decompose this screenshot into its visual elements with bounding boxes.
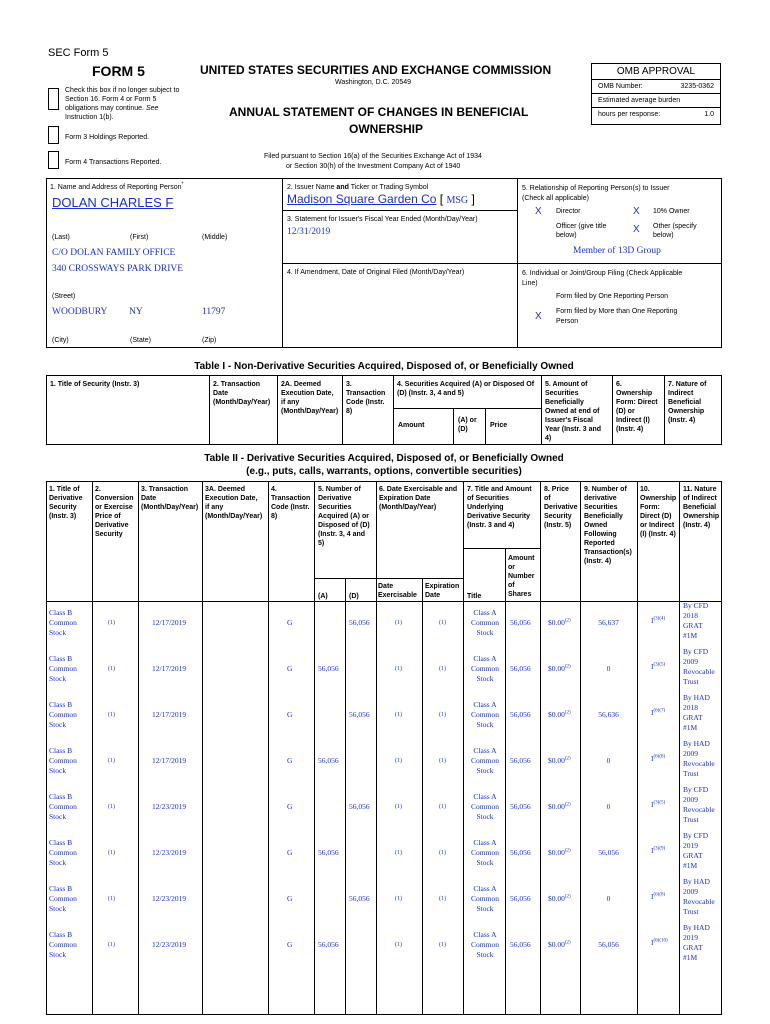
- table2-title: Table II - Derivative Securities Acquired, Disposed of, or Beneficially Owned (e.g., puts, calls, warrants, options, convertible securities): [204, 453, 564, 477]
- row-expiration: (1): [439, 942, 446, 948]
- row-date: 12/23/2019: [152, 894, 187, 903]
- filed-pursuant-2: or Section 30(h) of the Investment Company Act of 1940: [286, 163, 461, 170]
- row-exercisable: (1): [395, 896, 402, 902]
- ten-percent-label: 10% Owner: [653, 208, 690, 215]
- row-nature: By CFD 2009 Revocable Trust: [683, 647, 715, 686]
- t2-col-date: 3. Transaction Date (Month/Day/Year): [141, 486, 199, 511]
- t2-col-deemed: 3A. Deemed Execution Date, if any (Month/Day/Year): [205, 486, 263, 520]
- t1-col-securities: 4. Securities Acquired (A) or Disposed Of (D) (Instr. 3, 4 and 5): [397, 381, 535, 397]
- row-title: Class B Common Stock: [49, 700, 77, 729]
- row-exercisable: (1): [395, 804, 402, 810]
- row-acquired: 56,056: [318, 848, 339, 857]
- one-reporting-person: Form filed by One Reporting Person: [556, 293, 669, 300]
- filed-pursuant: Filed pursuant to Section 16(a) of the Securities Exchange Act of 1934: [264, 153, 482, 160]
- form4-transactions-checkbox[interactable]: [48, 151, 59, 169]
- t1-col-amount: Amount: [398, 422, 425, 429]
- row-owned: 0: [606, 802, 611, 811]
- row-exercisable: (1): [395, 850, 402, 856]
- t1-col-aord: (A) or (D): [458, 417, 477, 433]
- t2-sub-date-ex: Date Exercisable: [378, 583, 417, 599]
- t1-col-date: 2. Transaction Date (Month/Day/Year): [213, 381, 271, 406]
- row-nature: By CFD 2019 GRAT #1M: [683, 831, 709, 870]
- row-owned: 56,056: [598, 940, 619, 949]
- row-nature: By CFD 2009 Revocable Trust: [683, 785, 715, 824]
- row-title: Class B Common Stock: [49, 792, 77, 821]
- row-ownership-form: $I^{(6)(8)}$: [651, 754, 666, 763]
- row-conversion: (1): [108, 850, 115, 856]
- row-underlying-title: Class A Common Stock: [471, 746, 499, 775]
- ten-percent-mark[interactable]: X: [633, 206, 640, 217]
- row-underlying-amount: 56,056: [510, 802, 531, 811]
- state-value: NY: [129, 307, 143, 317]
- row-nature: By HAD 2009 Revocable Trust: [683, 877, 715, 916]
- row-price: $0.00$^{(2)}$: [548, 894, 571, 903]
- middle-label: (Middle): [202, 234, 228, 241]
- t2-col-number: 5. Number of Derivative Securities Acquired (A) or Disposed of (D) (Instr. 3, 4 and 5): [318, 486, 370, 547]
- row-price: $0.00$^{(2)}$: [548, 710, 571, 719]
- row-date: 12/17/2019: [152, 756, 187, 765]
- t1-col-title: 1. Title of Security (Instr. 3): [50, 381, 140, 388]
- form4-transactions-text: Form 4 Transactions Reported.: [65, 159, 162, 166]
- t2-sub-d: (D): [349, 593, 359, 600]
- omb-number-row: OMB Number: 3235-0362: [592, 80, 720, 94]
- form-title: FORM 5: [92, 63, 145, 79]
- row-title: Class B Common Stock: [49, 746, 77, 775]
- row-code: G: [287, 618, 293, 627]
- row-acquired: 56,056: [318, 940, 339, 949]
- t2-sub-exp: Expiration Date: [425, 583, 460, 599]
- row-owned: 56,636: [598, 710, 619, 719]
- row-title: Class B Common Stock: [49, 838, 77, 867]
- t2-sub-amount: Amount or Number of Shares: [508, 555, 535, 598]
- t1-col-code: 3. Transaction Code (Instr. 8): [346, 381, 386, 415]
- row-nature: By HAD 2009 Revocable Trust: [683, 739, 715, 778]
- row-ownership-form: $I^{(3)(4)}$: [651, 616, 666, 625]
- row-disposed: 56,056: [349, 618, 370, 627]
- t2-col-underlying: 7. Title and Amount of Securities Underlying Derivative Security (Instr. 3 and 4): [467, 486, 532, 529]
- row-code: G: [287, 894, 293, 903]
- row-price: $0.00$^{(2)}$: [548, 940, 571, 949]
- row-code: G: [287, 848, 293, 857]
- box4-label: 4. If Amendment, Date of Original Filed (Month/Day/Year): [287, 269, 465, 276]
- row-conversion: (1): [108, 712, 115, 718]
- row-conversion: (1): [108, 620, 115, 626]
- row-title: Class B Common Stock: [49, 884, 77, 913]
- t2-col-conversion: 2. Conversion or Exercise Price of Derivative Security: [95, 486, 134, 538]
- row-date: 12/23/2019: [152, 802, 187, 811]
- row-exercisable: (1): [395, 620, 402, 626]
- row-ownership-form: $I^{(6)(10)}$: [651, 938, 668, 947]
- director-mark[interactable]: X: [535, 206, 542, 217]
- row-underlying-title: Class A Common Stock: [471, 930, 499, 959]
- top-label: SEC Form 5: [48, 47, 109, 59]
- row-underlying-title: Class A Common Stock: [471, 884, 499, 913]
- officer-label: Officer (give title below): [556, 223, 607, 239]
- row-conversion: (1): [108, 804, 115, 810]
- other-mark[interactable]: X: [633, 224, 640, 235]
- t2-col-code: 4. Transaction Code (Instr. 8): [271, 486, 311, 520]
- address-line-1: C/O DOLAN FAMILY OFFICE: [52, 248, 176, 258]
- statement-title: ANNUAL STATEMENT OF CHANGES IN BENEFICIAL: [229, 105, 529, 119]
- ticker-symbol: MSG: [446, 195, 469, 206]
- fiscal-year-end: 12/31/2019: [287, 227, 331, 237]
- row-date: 12/23/2019: [152, 848, 187, 857]
- other-label: Other (specify below): [653, 223, 697, 239]
- director-label: Director: [556, 208, 581, 215]
- row-expiration: (1): [439, 712, 446, 718]
- box3-label: 3. Statement for Issuer's Fiscal Year Ended (Month/Day/Year): [287, 216, 478, 223]
- row-underlying-amount: 56,056: [510, 848, 531, 857]
- row-nature: By CFD 2018 GRAT #1M: [683, 601, 709, 640]
- box1-label: 1. Name and Address of Reporting Person*: [50, 181, 184, 191]
- row-expiration: (1): [439, 804, 446, 810]
- t2-sub-title: Title: [467, 593, 482, 600]
- row-underlying-amount: 56,056: [510, 894, 531, 903]
- row-exercisable: (1): [395, 712, 402, 718]
- row-expiration: (1): [439, 666, 446, 672]
- row-exercisable: (1): [395, 942, 402, 948]
- row-date: 12/17/2019: [152, 618, 187, 627]
- row-acquired: 56,056: [318, 664, 339, 673]
- row-underlying-amount: 56,056: [510, 618, 531, 627]
- agency-city: Washington, D.C. 20549: [335, 79, 412, 86]
- form3-holdings-checkbox[interactable]: [48, 126, 59, 144]
- row-price: $0.00$^{(2)}$: [548, 664, 571, 673]
- row-conversion: (1): [108, 758, 115, 764]
- more-than-one-mark[interactable]: X: [535, 311, 542, 322]
- row-date: 12/23/2019: [152, 940, 187, 949]
- row-disposed: 56,056: [349, 710, 370, 719]
- row-expiration: (1): [439, 850, 446, 856]
- issuer-name[interactable]: Madison Square Garden Co [ MSG ]: [287, 192, 475, 206]
- last-label: (Last): [52, 234, 70, 241]
- row-acquired: 56,056: [318, 756, 339, 765]
- other-title: Member of 13D Group: [573, 246, 661, 256]
- row-underlying-amount: 56,056: [510, 710, 531, 719]
- row-price: $0.00$^{(2)}$: [548, 848, 571, 857]
- row-underlying-amount: 56,056: [510, 664, 531, 673]
- row-exercisable: (1): [395, 758, 402, 764]
- t2-col-price: 8. Price of Derivative Security (Instr. 5): [544, 486, 578, 529]
- statement-title-2: OWNERSHIP: [349, 122, 424, 136]
- row-price: $0.00$^{(2)}$: [548, 802, 571, 811]
- row-date: 12/17/2019: [152, 710, 187, 719]
- t2-col-title: 1. Title of Derivative Security (Instr. 3): [49, 486, 83, 520]
- row-ownership-form: $I^{(3)(9)}$: [651, 846, 666, 855]
- row-code: G: [287, 664, 293, 673]
- row-title: Class B Common Stock: [49, 608, 77, 637]
- row-nature: By HAD 2019 GRAT #1M: [683, 923, 710, 962]
- row-expiration: (1): [439, 896, 446, 902]
- row-owned: 56,056: [598, 848, 619, 857]
- t2-sub-a: (A): [318, 593, 328, 600]
- t2-col-ownership-form: 10. Ownership Form: Direct (D) or Indirect (I) (Instr. 4): [640, 486, 677, 538]
- row-owned: 0: [606, 756, 611, 765]
- row-title: Class B Common Stock: [49, 930, 77, 959]
- row-owned: 0: [606, 664, 611, 673]
- row-date: 12/17/2019: [152, 664, 187, 673]
- first-label: (First): [130, 234, 149, 241]
- t1-col-amount-owned: 5. Amount of Securities Beneficially Owned at end of Issuer's Fiscal Year (Instr. 3 and 4): [545, 381, 602, 442]
- row-conversion: (1): [108, 896, 115, 902]
- box6-label: 6. Individual or Joint/Group Filing (Check Applicable Line): [522, 270, 683, 287]
- row-ownership-form: $I^{(3)(5)}$: [651, 800, 666, 809]
- t1-col-price: Price: [490, 422, 508, 429]
- row-underlying-title: Class A Common Stock: [471, 792, 499, 821]
- row-nature: By HAD 2018 GRAT #1M: [683, 693, 710, 732]
- row-underlying-title: Class A Common Stock: [471, 608, 499, 637]
- agency-title: UNITED STATES SECURITIES AND EXCHANGE COMMISSION: [200, 63, 552, 77]
- row-underlying-title: Class A Common Stock: [471, 654, 499, 683]
- omb-title: OMB APPROVAL: [592, 64, 720, 80]
- row-disposed: 56,056: [349, 894, 370, 903]
- box2-label: 2. Issuer Name and Ticker or Trading Symbol: [287, 184, 429, 191]
- row-conversion: (1): [108, 942, 115, 948]
- street-label: (Street): [52, 293, 76, 300]
- row-ownership-form: $I^{(6)(8)}$: [651, 892, 666, 901]
- no-longer-subject-text: Check this box if no longer subject to Section 16. Form 4 or Form 5 obligations may continue. See Instruction 1(b).: [65, 87, 180, 121]
- row-expiration: (1): [439, 758, 446, 764]
- row-code: G: [287, 802, 293, 811]
- zip-label: (Zip): [202, 337, 217, 344]
- row-code: G: [287, 756, 293, 765]
- omb-hours-row: hours per response: 1.0: [598, 111, 714, 118]
- row-disposed: 56,056: [349, 802, 370, 811]
- row-underlying-title: Class A Common Stock: [471, 700, 499, 729]
- zip-value: 11797: [202, 307, 226, 317]
- form3-holdings-text: Form 3 Holdings Reported.: [65, 134, 150, 141]
- row-owned: 56,637: [598, 618, 619, 627]
- row-code: G: [287, 940, 293, 949]
- city-value: WOODBURY: [52, 307, 108, 317]
- city-label: (City): [52, 337, 69, 344]
- row-underlying-amount: 56,056: [510, 756, 531, 765]
- row-code: G: [287, 710, 293, 719]
- row-price: $0.00$^{(2)}$: [548, 756, 571, 765]
- omb-burden-row: Estimated average burden: [592, 94, 720, 108]
- omb-approval-box: [591, 63, 721, 125]
- address-line-2: 340 CROSSWAYS PARK DRIVE: [52, 264, 184, 274]
- state-label: (State): [130, 337, 152, 344]
- row-owned: 0: [606, 894, 611, 903]
- row-underlying-title: Class A Common Stock: [471, 838, 499, 867]
- row-ownership-form: $I^{(6)(7)}$: [651, 708, 666, 717]
- row-ownership-form: $I^{(3)(5)}$: [651, 662, 666, 671]
- row-conversion: (1): [108, 666, 115, 672]
- t2-col-owned: 9. Number of derivative Securities Beneficially Owned Following Reported Transaction(s) (Instr. 4): [584, 486, 632, 565]
- row-exercisable: (1): [395, 666, 402, 672]
- row-price: $0.00$^{(2)}$: [548, 618, 571, 627]
- t2-col-nature: 11. Nature of Indirect Beneficial Ownership (Instr. 4): [683, 486, 720, 529]
- table1-title: Table I - Non-Derivative Securities Acquired, Disposed of, or Beneficially Owned: [194, 361, 574, 372]
- box5-label: 5. Relationship of Reporting Person(s) to Issuer (Check all applicable): [522, 185, 670, 202]
- more-than-one-label: Form filed by More than One Reporting Person: [556, 308, 678, 325]
- row-expiration: (1): [439, 620, 446, 626]
- no-longer-subject-checkbox[interactable]: [48, 88, 59, 110]
- t1-col-ownership: 6. Ownership Form: Direct (D) or Indirect (I) (Instr. 4): [616, 381, 658, 433]
- t1-col-deemed: 2A. Deemed Execution Date, if any (Month/Day/Year): [281, 381, 339, 415]
- t2-col-exercisable: 6. Date Exercisable and Expiration Date (Month/Day/Year): [379, 486, 458, 511]
- row-title: Class B Common Stock: [49, 654, 77, 683]
- reporting-person-name[interactable]: DOLAN CHARLES F: [52, 195, 174, 210]
- row-underlying-amount: 56,056: [510, 940, 531, 949]
- t1-col-nature: 7. Nature of Indirect Beneficial Ownership (Instr. 4): [668, 381, 707, 424]
